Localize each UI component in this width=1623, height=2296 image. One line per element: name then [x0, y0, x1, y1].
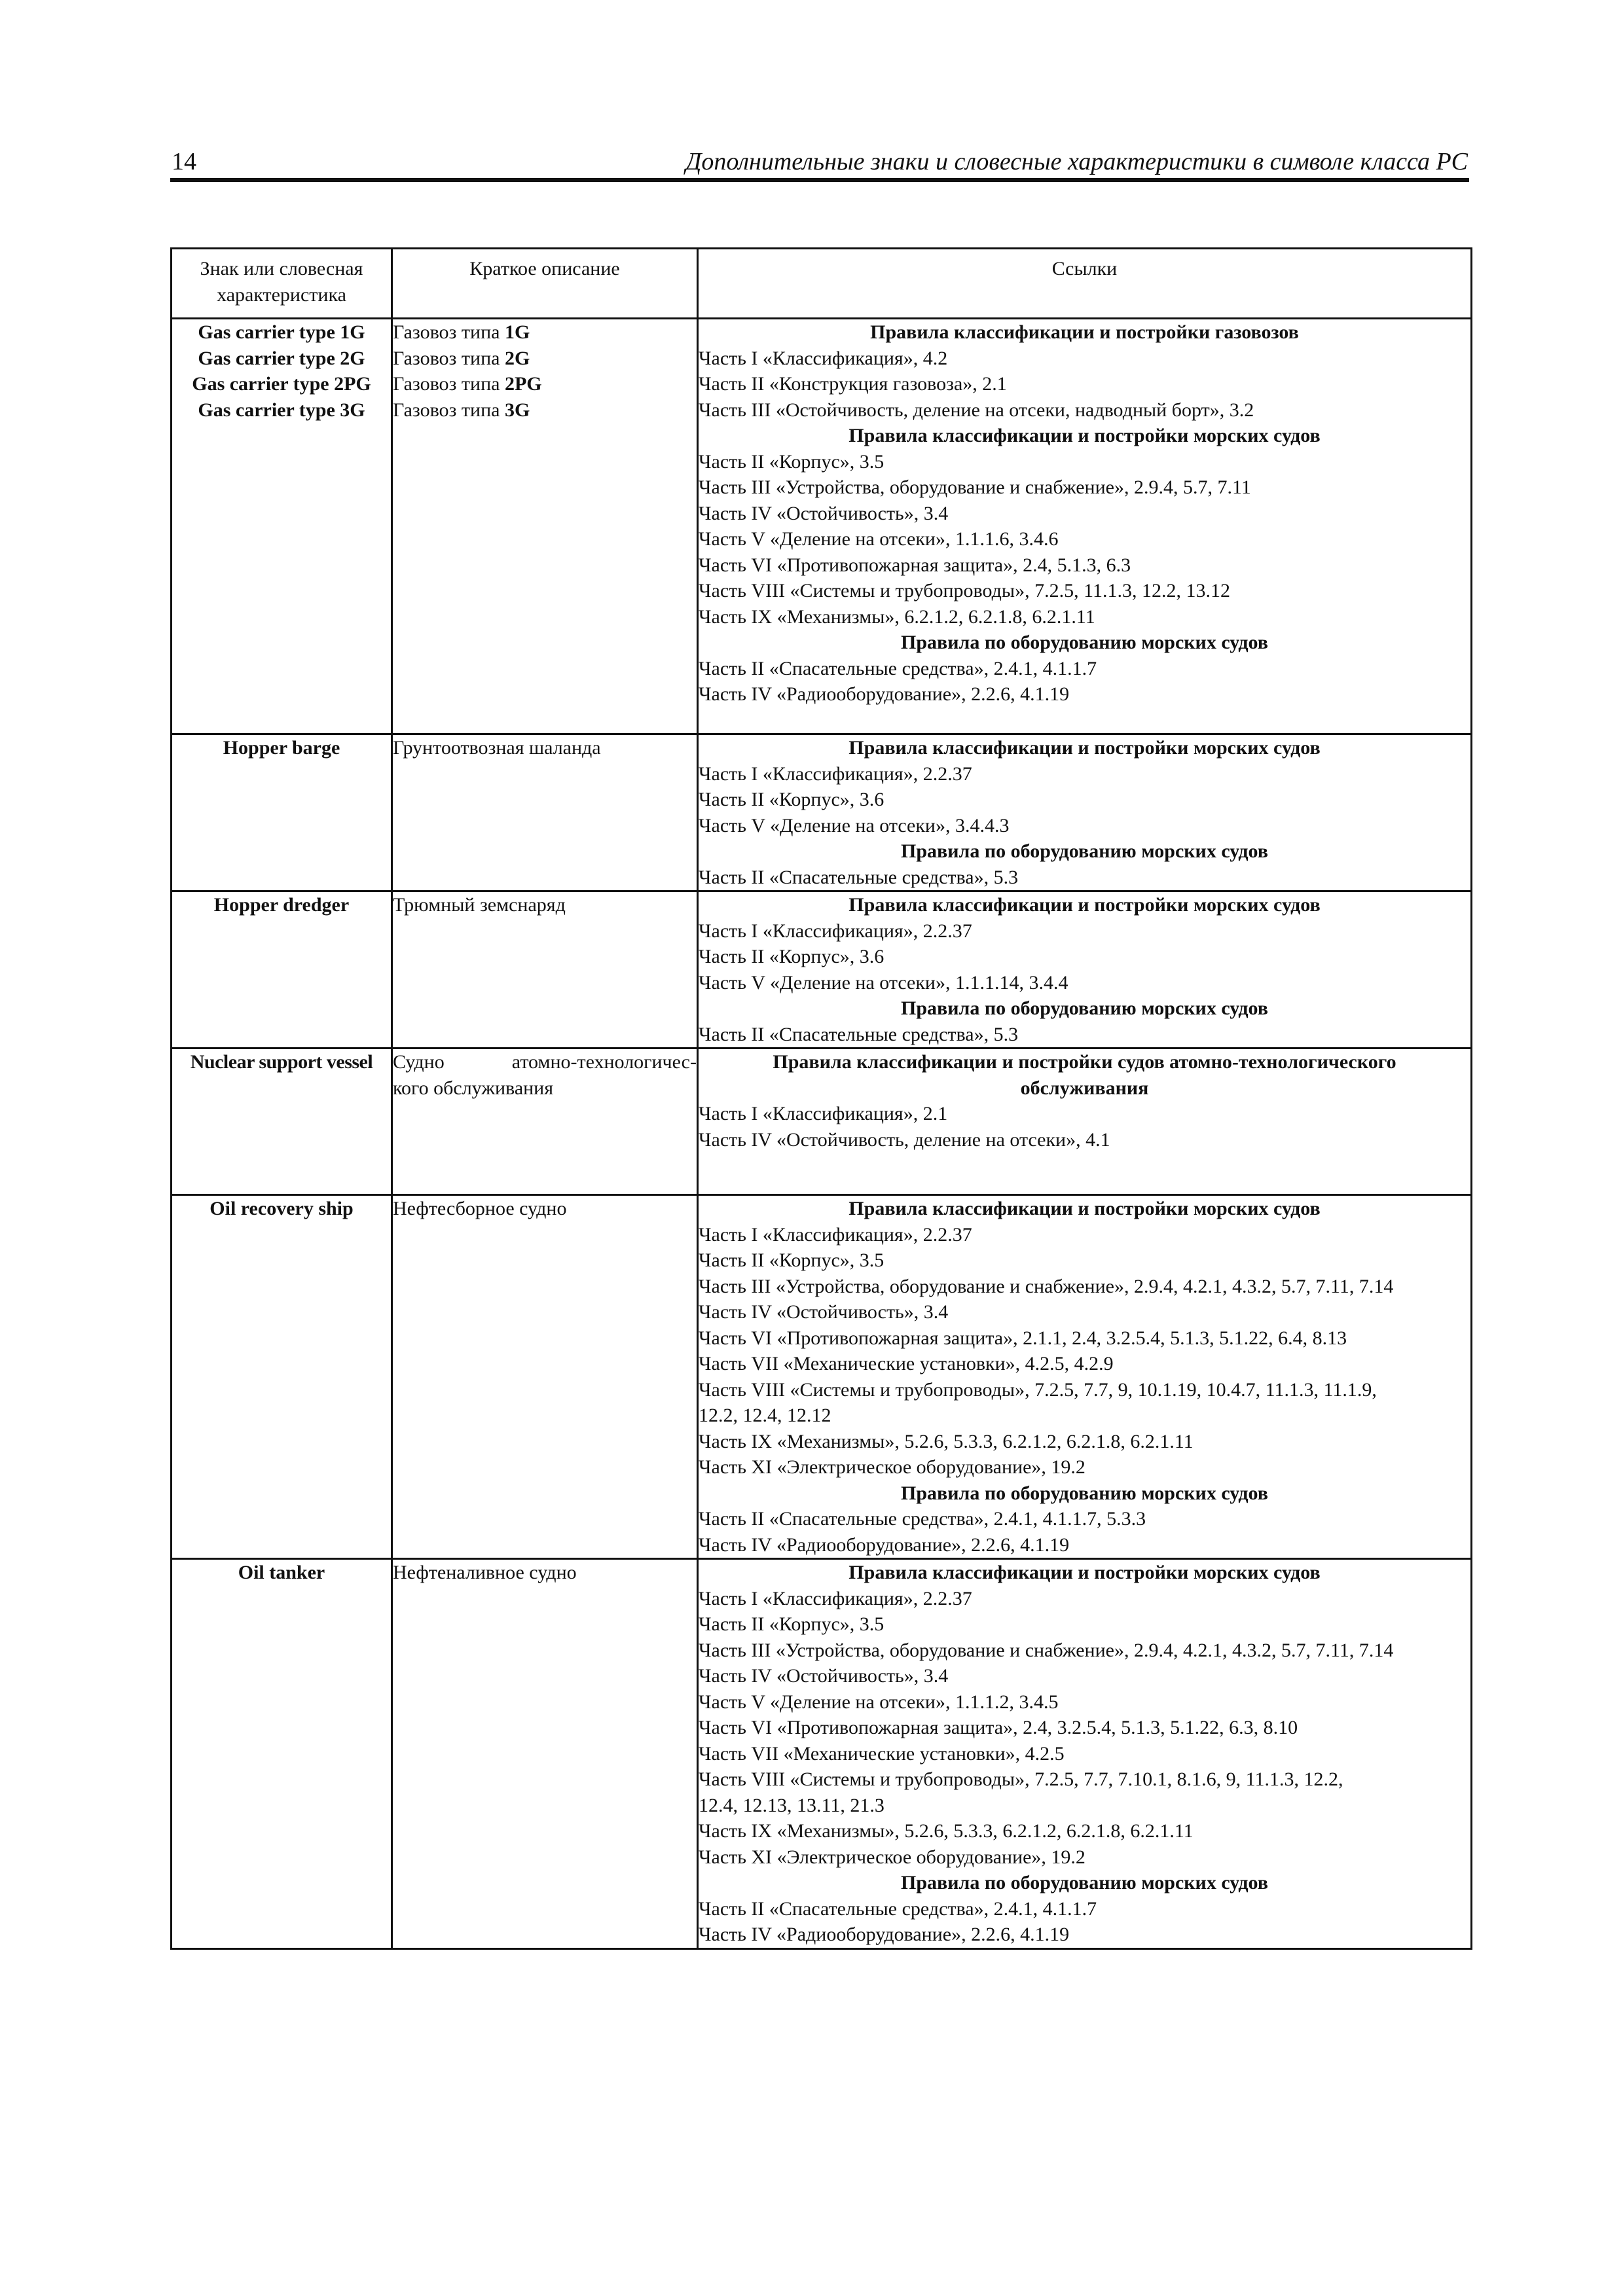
reference-item: Часть II «Корпус», 3.5	[699, 450, 884, 473]
reference-item: Часть II «Спасательные средства», 2.4.1, 4.1.1.7, 5.3.3	[699, 1508, 1146, 1530]
cell-description	[392, 891, 698, 1049]
rules-heading: Правила по оборудованию морских судов	[900, 997, 1269, 1019]
reference-item: Часть XI «Электрическое оборудование», 19.2	[699, 1846, 1085, 1868]
reference-item: Часть II «Корпус», 3.6	[699, 789, 884, 810]
reference-item: Часть IV «Радиооборудование», 2.2.6, 4.1.19	[699, 1534, 1070, 1556]
reference-item: Часть IX «Механизмы», 5.2.6, 5.3.3, 6.2.1.2, 6.2.1.8, 6.2.1.11	[699, 1430, 1194, 1452]
reference-item: Часть II «Спасательные средства», 2.4.1, 4.1.1.7	[699, 657, 1097, 679]
cell-references	[698, 1195, 1472, 1559]
reference-item: Часть IV «Остойчивость, деление на отсеки», 4.1	[699, 1128, 1110, 1151]
description-line	[393, 371, 697, 397]
sign-label: Oil recovery ship	[210, 1198, 354, 1219]
reference-item: Часть XI «Электрическое оборудование», 19.2	[699, 1456, 1085, 1478]
reference-item: 12.2, 12.4, 12.12	[699, 1405, 831, 1426]
reference-item: Часть II «Спасательные средства», 2.4.1, 4.1.1.7	[699, 1897, 1097, 1920]
description-line	[393, 735, 697, 761]
cell-references	[698, 891, 1472, 1049]
reference-item: Часть II «Спасательные средства», 5.3	[699, 866, 1019, 888]
rules-heading: Правила классификации и постройки морских судов	[848, 425, 1321, 446]
reference-item: Часть II «Корпус», 3.5	[699, 1249, 884, 1271]
cell-sign	[172, 891, 392, 1049]
sign-label: Gas carrier type 1G	[198, 321, 365, 343]
reference-item: Часть II «Корпус», 3.5	[699, 1613, 884, 1635]
rules-heading: Правила по оборудованию морских судов	[900, 1872, 1269, 1893]
description-line	[393, 397, 697, 423]
cell-description	[392, 1049, 698, 1195]
column-header-references: Ссылки	[698, 249, 1472, 319]
reference-item: Часть I «Классификация», 2.2.37	[699, 1223, 972, 1246]
description-text: Газовоз типа	[393, 373, 505, 395]
description-type-code: 1G	[504, 321, 530, 343]
table-row	[172, 319, 1472, 734]
description-text: Трюмный земснаряд	[393, 894, 566, 916]
description-text: Газовоз типа	[393, 347, 505, 369]
reference-item: Часть III «Остойчивость, деление на отсеки, надводный борт», 3.2	[699, 399, 1254, 421]
column-header-description: Краткое описание	[392, 249, 698, 319]
reference-item: Часть II «Спасательные средства», 5.3	[699, 1023, 1019, 1045]
description-text: Газовоз типа	[393, 399, 505, 421]
reference-item: Часть II «Корпус», 3.6	[699, 946, 884, 967]
description-text: Нефтесборное судно	[393, 1198, 567, 1219]
cell-description	[392, 1195, 698, 1559]
rules-heading: Правила классификации и постройки морских судов	[848, 1198, 1321, 1219]
reference-item: Часть III «Устройства, оборудование и снабжение», 2.9.4, 5.7, 7.11	[699, 476, 1251, 498]
running-title: Дополнительные знаки и словесные характеристики в символе класса РС	[685, 148, 1468, 175]
reference-item: Часть IV «Радиооборудование», 2.2.6, 4.1.19	[699, 683, 1070, 705]
reference-item: Часть VIII «Системы и трубопроводы», 7.2.5, 11.1.3, 12.2, 13.12	[699, 580, 1230, 601]
rules-heading: Правила классификации и постройки морских судов	[848, 1562, 1321, 1583]
cell-references	[698, 1559, 1472, 1949]
header-rule	[170, 178, 1469, 182]
page-header	[172, 145, 1468, 178]
description-type-code: 2PG	[504, 373, 542, 395]
table-row	[172, 1559, 1472, 1949]
reference-item: Часть IV «Остойчивость», 3.4	[699, 1301, 949, 1323]
description-line	[393, 1049, 697, 1075]
sign-label: Gas carrier type 3G	[198, 399, 365, 421]
table-row	[172, 891, 1472, 1049]
page-number: 14	[172, 148, 196, 175]
rules-heading: Правила по оборудованию морских судов	[900, 840, 1269, 862]
reference-item: 12.4, 12.13, 13.11, 21.3	[699, 1794, 884, 1816]
table-body	[172, 319, 1472, 1949]
sign-label: Gas carrier type 2G	[198, 347, 365, 369]
reference-item: Часть V «Деление на отсеки», 1.1.1.2, 3.4.5	[699, 1691, 1059, 1713]
reference-item: Часть IX «Механизмы», 6.2.1.2, 6.2.1.8, 6.2.1.11	[699, 605, 1095, 628]
reference-item: Часть I «Классификация», 2.2.37	[699, 762, 972, 785]
description-text: Нефтеналивное судно	[393, 1562, 577, 1583]
cell-description	[392, 734, 698, 891]
description-text: кого обслуживания	[393, 1077, 554, 1099]
cell-sign	[172, 1559, 392, 1949]
sign-label: Gas carrier type 2PG	[192, 373, 371, 395]
reference-item: Часть VIII «Системы и трубопроводы», 7.2.5, 7.7, 7.10.1, 8.1.6, 9, 11.1.3, 12.2,	[699, 1768, 1343, 1790]
table-row	[172, 1049, 1472, 1195]
sign-label: Nuclear support vessel	[190, 1051, 373, 1073]
rules-heading: Правила классификации и постройки морских судов	[848, 894, 1321, 916]
reference-item: Часть III «Устройства, оборудование и снабжение», 2.9.4, 4.2.1, 4.3.2, 5.7, 7.11, 7.14	[699, 1275, 1394, 1297]
cell-sign	[172, 734, 392, 891]
description-text: Газовоз типа	[393, 321, 505, 343]
description-line	[393, 319, 697, 346]
description-line	[393, 1075, 697, 1102]
rules-heading: Правила классификации и постройки судов атомно-технологического	[773, 1051, 1396, 1073]
reference-item: Часть II «Конструкция газовоза», 2.1	[699, 373, 1007, 395]
column-header-sign: Знак или словесная характеристика	[172, 249, 392, 319]
reference-item: Часть IX «Механизмы», 5.2.6, 5.3.3, 6.2.1.2, 6.2.1.8, 6.2.1.11	[699, 1820, 1194, 1842]
rules-heading: Правила классификации и постройки морских судов	[848, 737, 1321, 759]
description-type-code: 2G	[504, 347, 530, 369]
cell-description	[392, 1559, 698, 1949]
reference-item: Часть VII «Механические установки», 4.2.5, 4.2.9	[699, 1353, 1114, 1374]
description-line	[393, 346, 697, 372]
reference-item: Часть VIII «Системы и трубопроводы», 7.2.5, 7.7, 9, 10.1.19, 10.4.7, 11.1.3, 11.1.9,	[699, 1378, 1377, 1401]
reference-item: Часть VI «Противопожарная защита», 2.1.1, 2.4, 3.2.5.4, 5.1.3, 5.1.22, 6.4, 8.13	[699, 1327, 1347, 1349]
cell-references	[698, 1049, 1472, 1195]
cell-references	[698, 319, 1472, 734]
reference-item: Часть I «Классификация», 2.2.37	[699, 1587, 972, 1609]
sign-label: Hopper dredger	[213, 894, 350, 916]
cell-description	[392, 319, 698, 734]
cell-sign	[172, 1049, 392, 1195]
cell-references	[698, 734, 1472, 891]
reference-item: Часть VII «Механические установки», 4.2.5	[699, 1742, 1065, 1765]
reference-item: Часть I «Классификация», 2.1	[699, 1103, 948, 1124]
table-row	[172, 734, 1472, 891]
description-type-code: 3G	[504, 399, 530, 421]
description-text: Судно атомно-технологичес-	[393, 1051, 697, 1073]
sign-label: Hopper barge	[223, 737, 340, 759]
rules-heading: Правила классификации и постройки газовозов	[870, 321, 1299, 343]
reference-item: Часть III «Устройства, оборудование и снабжение», 2.9.4, 4.2.1, 4.3.2, 5.7, 7.11, 7.14	[699, 1639, 1394, 1661]
reference-item: Часть I «Классификация», 2.2.37	[699, 920, 972, 942]
description-line	[393, 1196, 697, 1222]
reference-item: Часть VI «Противопожарная защита», 2.4, 3.2.5.4, 5.1.3, 5.1.22, 6.3, 8.10	[699, 1717, 1298, 1738]
reference-item: Часть IV «Остойчивость», 3.4	[699, 1665, 949, 1687]
class-notation-table	[170, 247, 1472, 1950]
description-text: Грунтоотвозная шаланда	[393, 737, 601, 759]
reference-item: Часть V «Деление на отсеки», 1.1.1.14, 3.4.4	[699, 971, 1068, 994]
reference-item: Часть VI «Противопожарная защита», 2.4, 5.1.3, 6.3	[699, 554, 1131, 576]
description-line	[393, 892, 697, 918]
reference-item: Часть V «Деление на отсеки», 3.4.4.3	[699, 814, 1010, 836]
rules-heading: Правила по оборудованию морских судов	[900, 1482, 1269, 1504]
cell-sign	[172, 1195, 392, 1559]
reference-item: Часть V «Деление на отсеки», 1.1.1.6, 3.4.6	[699, 528, 1059, 550]
description-line	[393, 1560, 697, 1586]
reference-item: Часть IV «Остойчивость», 3.4	[699, 502, 949, 524]
table-header-row	[172, 249, 1472, 319]
cell-sign	[172, 319, 392, 734]
rules-heading: Правила по оборудованию морских судов	[900, 632, 1269, 653]
reference-item: Часть I «Классификация», 4.2	[699, 347, 948, 369]
rules-heading: обслуживания	[1020, 1077, 1149, 1099]
table-row	[172, 1195, 1472, 1559]
sign-label: Oil tanker	[238, 1562, 325, 1583]
reference-item: Часть IV «Радиооборудование», 2.2.6, 4.1.19	[699, 1924, 1070, 1945]
